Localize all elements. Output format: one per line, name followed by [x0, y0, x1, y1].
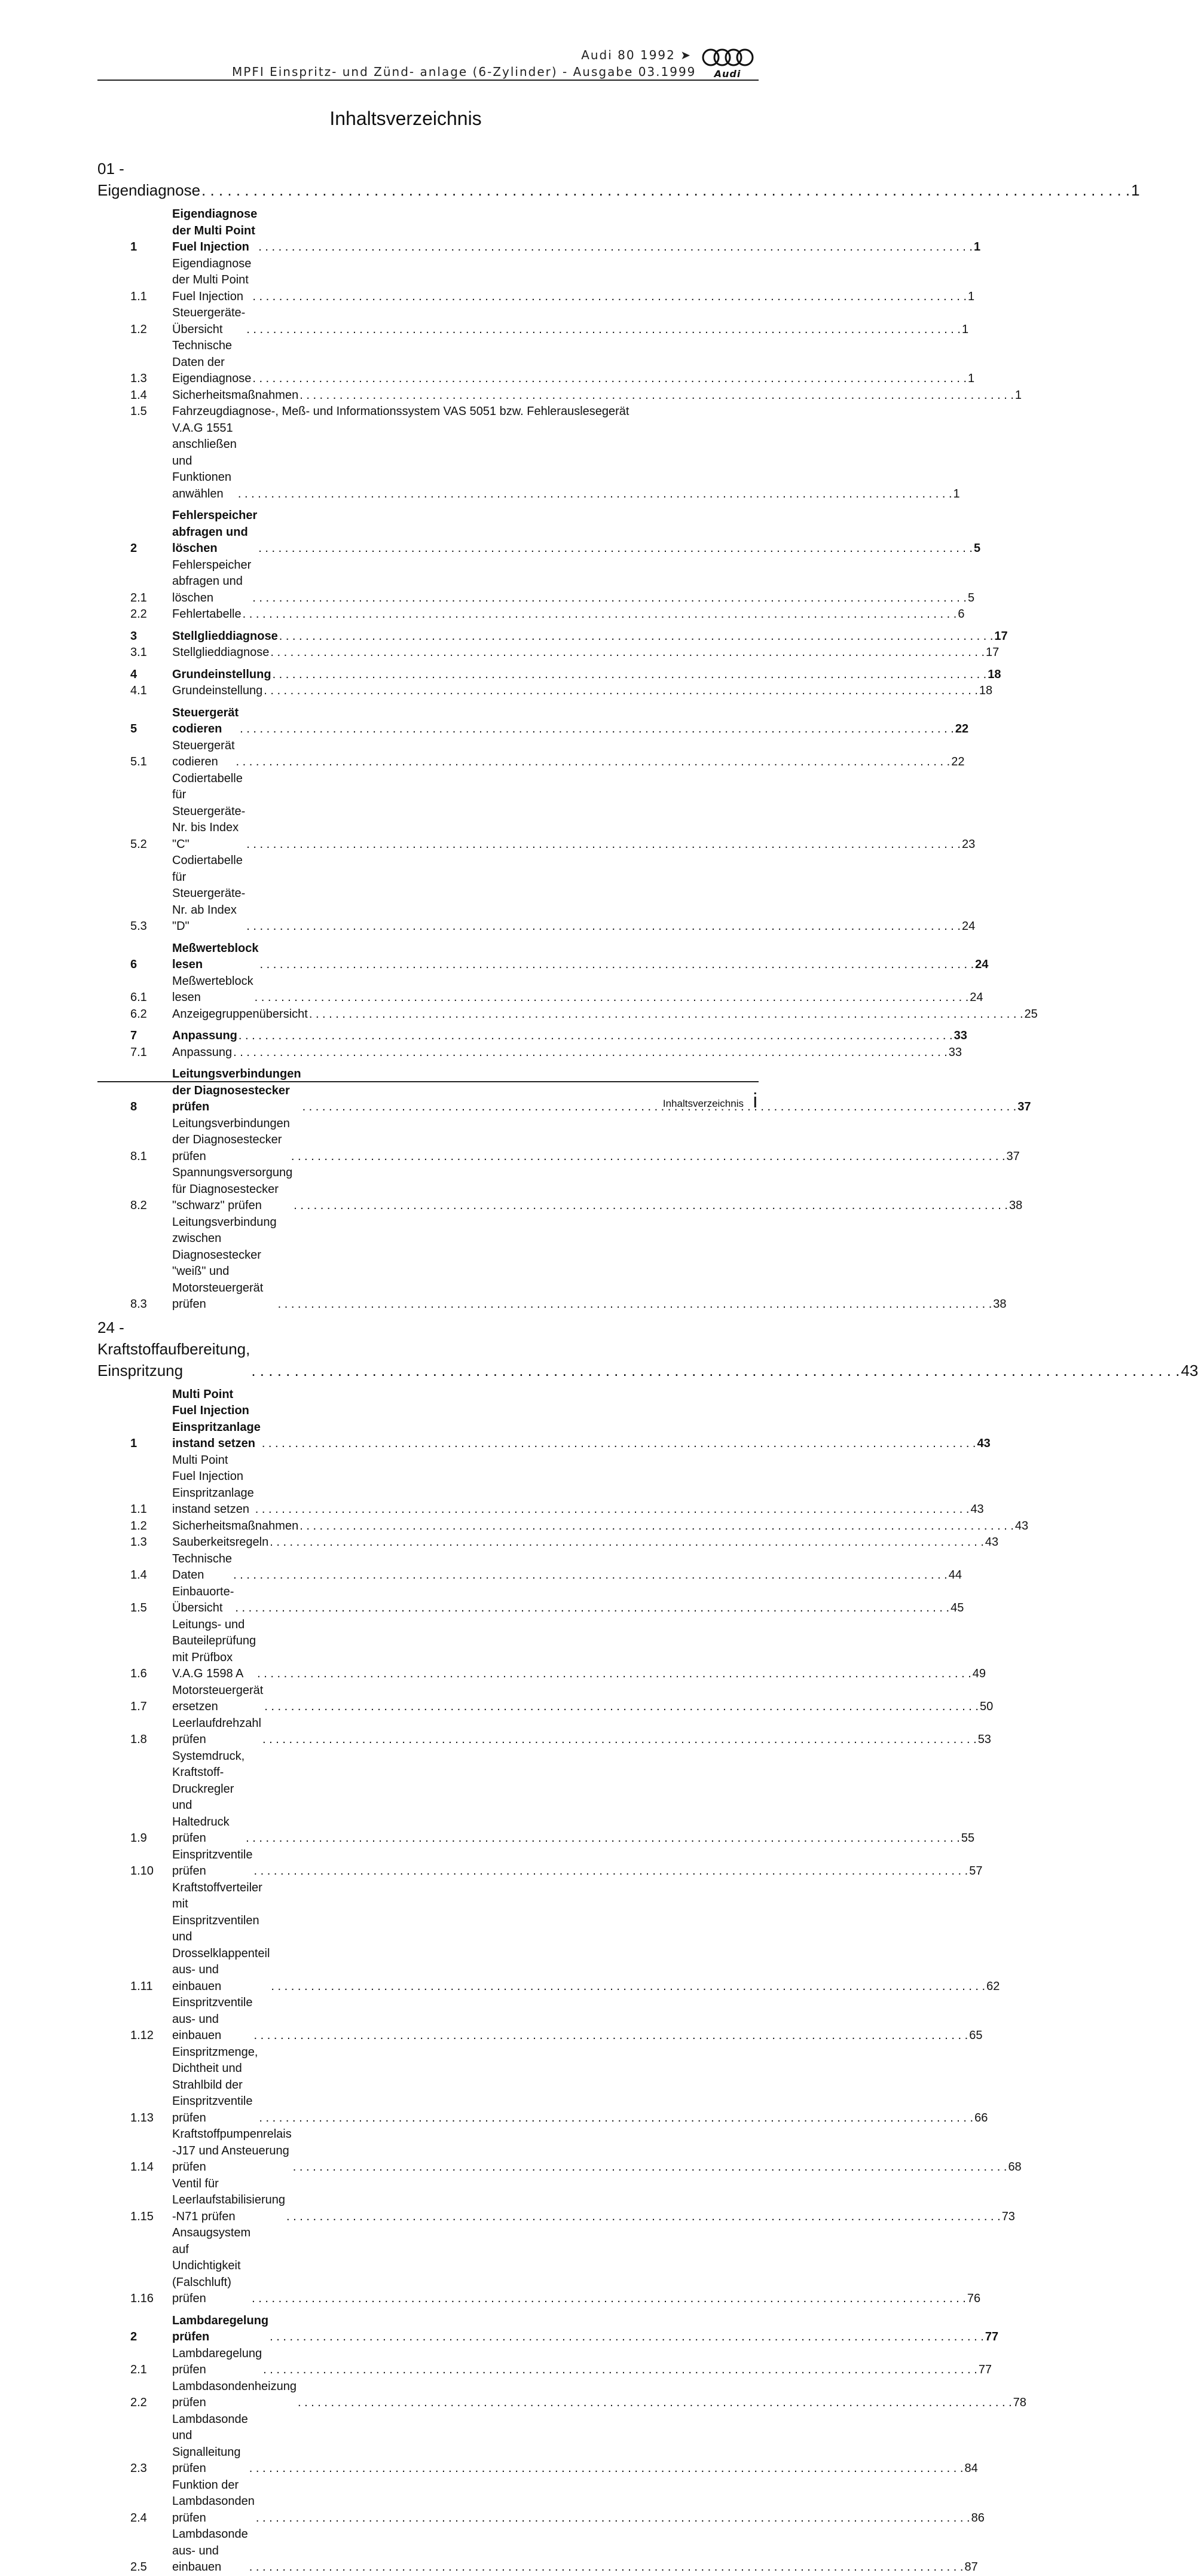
toc-entry-number: 1.1: [130, 289, 147, 303]
toc-leader-dots: [255, 990, 969, 1006]
toc-entry-number: 2.5: [130, 2560, 147, 2574]
toc-subsection: [97, 771, 976, 853]
toc-entry-title: Ventil für Leerlaufstabilisierung -N71 prüfen: [172, 2177, 286, 2223]
toc-entry-title-block: [172, 404, 960, 502]
toc-subsection: [97, 1617, 986, 1683]
toc-entry-page: 87: [964, 2560, 978, 2574]
toc-entry-page: 66: [974, 2111, 988, 2125]
toc-entry-number: 5.1: [130, 755, 147, 768]
toc-entry-page: 43: [977, 1437, 991, 1450]
toc-section: [97, 667, 1001, 683]
toc-entry-number: 1.5: [130, 405, 147, 418]
toc-entry-page: 86: [971, 2511, 985, 2525]
toc-subsection: [97, 305, 969, 338]
toc-entry-page: 1: [973, 240, 981, 254]
toc-entry-number: 5.2: [130, 837, 147, 851]
toc-entry-page: 38: [1008, 1199, 1023, 1212]
toc-leader-dots: [255, 1501, 970, 1518]
toc-leader-dots: [291, 1149, 1006, 1165]
toc-subsection: [97, 1683, 994, 1716]
toc-entry-page: 5: [973, 542, 981, 555]
toc-entry-title: Steuergerät codieren: [172, 738, 235, 768]
toc-entry-title: Leerlaufdrehzahl prüfen: [172, 1716, 261, 1746]
toc-section: [97, 941, 989, 973]
toc-entry-title: Leitungs- und Bauteileprüfung mit Prüfbox V.A.G 1598 A: [172, 1617, 256, 1680]
toc-entry-title: Leitungsverbindung zwischen Diagnosestecker "weiß" und Motorsteuergerät prüfen: [172, 1215, 277, 1311]
toc-leader-dots: [279, 628, 994, 645]
toc-entry-title: Steuergeräte-Übersicht: [172, 306, 246, 336]
toc-entry-page: 18: [979, 684, 993, 697]
toc-leader-dots: [270, 1534, 984, 1551]
toc-entry-page: 77: [978, 2363, 992, 2376]
toc-entry-page: 53: [977, 1733, 991, 1746]
toc-leader-dots: [278, 1296, 992, 1313]
toc-entry-title: Anzeigegruppenübersicht: [172, 1007, 308, 1021]
toc-leader-dots: [293, 2159, 1007, 2176]
toc-leader-dots: [309, 1006, 1023, 1023]
toc-entry-number: 5: [130, 722, 137, 735]
toc-entry-number: 2.1: [130, 591, 147, 605]
toc-subsection: [97, 1584, 964, 1617]
toc-entry-page: 24: [961, 920, 976, 933]
toc-entry-page: 22: [955, 722, 969, 735]
toc-entry-title: Lambdaregelung prüfen: [172, 2346, 262, 2376]
toc-leader-dots: [233, 1045, 948, 1061]
toc-entry-title: Fehlerspeicher abfragen und löschen: [172, 558, 252, 605]
audi-logo-text: Audi: [714, 68, 741, 80]
toc-section: [97, 705, 969, 738]
toc-chapter: [97, 1317, 1198, 1381]
toc-section: [97, 508, 981, 557]
header-car-model: Audi 80 1992 ➤: [581, 48, 692, 62]
toc-entry-title: Funktion der Lambdasonden prüfen: [172, 2478, 255, 2525]
toc-leader-dots: [300, 1518, 1014, 1535]
toc-entry-page: 37: [1006, 1149, 1020, 1163]
toc-subsection: [97, 1045, 962, 1061]
toc-entry-title: Kraftstoffverteiler mit Einspritzventilen und Drosselklappenteil aus- und einbauen: [172, 1881, 270, 1993]
toc-entry-number: 6: [130, 958, 137, 971]
toc-entry-title: Lambdasonde und Signalleitung prüfen: [172, 2412, 248, 2475]
toc-entry-page: 18: [988, 667, 1001, 681]
toc-entry-page: 44: [948, 1568, 962, 1582]
toc-entry-page: 33: [953, 1029, 967, 1042]
toc-entry-page: 1: [953, 487, 960, 500]
toc-leader-dots: [246, 1830, 960, 1847]
toc-entry-title: Einspritzmenge, Dichtheit und Strahlbild der Einspritzventile prüfen: [172, 2045, 258, 2125]
toc-entry-title: Codiertabelle für Steuergeräte-Nr. ab Index "D": [172, 854, 246, 933]
toc-entry-page: 84: [964, 2462, 978, 2475]
toc-entry-title: Grundeinstellung: [172, 684, 263, 697]
toc-entry-title: Meßwerteblock lesen: [172, 974, 253, 1004]
toc-entry-title: Einspritzventile aus- und einbauen: [172, 1996, 253, 2042]
toc-subsection: [97, 1534, 999, 1551]
toc-leader-dots: [300, 387, 1014, 404]
toc-leader-dots: [254, 2028, 968, 2044]
header-divider: [97, 80, 759, 81]
toc-subsection: [97, 2225, 981, 2308]
toc-subsection: [97, 338, 975, 387]
toc-entry-number: 3: [130, 629, 137, 643]
toc-entry-title: Ansaugsystem auf Undichtigkeit (Falschluft) prüfen: [172, 2226, 251, 2305]
toc-entry-title: Lambdaregelung prüfen: [172, 2313, 269, 2343]
toc-entry-page: 57: [969, 1864, 983, 1878]
toc-entry-title: Fehlertabelle: [172, 608, 242, 621]
toc-entry-title: Anpassung: [172, 1029, 237, 1042]
toc-entry-title: Lambdasondenheizung prüfen: [172, 2379, 297, 2409]
toc-subsection: [97, 557, 975, 607]
toc-leader-dots: [270, 2329, 984, 2346]
toc-subsection: [97, 2412, 978, 2477]
toc-entry-number: 1.8: [130, 1733, 147, 1746]
toc-entry-number: 6.1: [130, 991, 147, 1004]
toc-entry-title: Meßwerteblock lesen: [172, 941, 259, 971]
toc-entry-page: 17: [994, 629, 1008, 643]
toc-entry-number: 1.2: [130, 1519, 147, 1533]
header-subtitle: MPFI Einspritz- und Zünd- anlage (6-Zylinder) - Ausgabe 03.1999: [232, 65, 696, 79]
toc-entry-title: Codiertabelle für Steuergeräte-Nr. bis Index "C": [172, 771, 246, 851]
toc-entry-number: 2.4: [130, 2511, 147, 2525]
toc-entry-number: 2: [130, 2330, 137, 2343]
toc-entry-page: 73: [1001, 2209, 1015, 2223]
toc-entry-title: Technische Daten: [172, 1552, 233, 1582]
table-of-contents: [97, 154, 1198, 2576]
toc-entry-page: 49: [972, 1667, 986, 1680]
toc-entry-title: Leitungsverbindungen der Diagnosestecker prüfen: [172, 1067, 301, 1113]
toc-entry-page: 55: [961, 1832, 975, 1845]
toc-entry-number: 2.3: [130, 2462, 147, 2475]
toc-leader-dots: [252, 590, 967, 607]
toc-entry-number: 2.2: [130, 2396, 147, 2409]
toc-leader-dots: [252, 2291, 966, 2308]
toc-leader-dots: [302, 1099, 1017, 1116]
toc-entry-page: 43: [1014, 1519, 1029, 1533]
toc-entry-page: 78: [1013, 2396, 1026, 2409]
toc-subsection: [97, 1116, 1020, 1165]
toc-entry-title: Einbauorte-Übersicht: [172, 1585, 234, 1614]
toc-entry-page: 38: [993, 1298, 1007, 1311]
toc-entry-page: 37: [1017, 1100, 1031, 1113]
toc-entry-page: 1: [961, 322, 969, 336]
toc-leader-dots: [246, 918, 961, 935]
toc-entry-page: 45: [951, 1601, 964, 1614]
toc-entry-number: 1.1: [130, 1503, 147, 1516]
toc-entry-page: 50: [979, 1700, 994, 1713]
toc-entry-title: Fehlerspeicher abfragen und löschen: [172, 509, 258, 555]
footer-label: Inhaltsverzeichnis: [662, 1098, 744, 1109]
toc-leader-dots: [262, 1732, 977, 1748]
toc-entry-title-continued: V.A.G 1551 anschließen und Funktionen anwählen: [172, 421, 237, 500]
toc-entry-number: 1: [130, 240, 137, 254]
toc-entry-number: 1.4: [130, 388, 147, 402]
toc-entry-title: Multi Point Fuel Injection Einspritzanlage instand setzen: [172, 1453, 254, 1516]
toc-entry-number: 8.2: [130, 1199, 147, 1212]
toc-entry-page: 77: [985, 2330, 999, 2343]
toc-entry-number: 1.11: [130, 1979, 153, 1993]
toc-entry-page: 43: [985, 1536, 999, 1549]
toc-entry-title: Einspritzventile prüfen: [172, 1848, 253, 1878]
toc-entry-number: 1.9: [130, 1832, 147, 1845]
toc-entry-title: Sicherheitsmaßnahmen: [172, 388, 299, 402]
toc-leader-dots: [252, 371, 967, 387]
toc-subsection: [97, 973, 983, 1006]
toc-leader-dots: [240, 721, 954, 738]
toc-entry-title: 01 - Eigendiagnose: [97, 160, 201, 199]
toc-entry-number: 1.2: [130, 322, 147, 336]
toc-leader-dots: [243, 606, 957, 623]
toc-section: [97, 206, 981, 256]
toc-leader-dots: [271, 1979, 985, 1995]
toc-entry-title: Leitungsverbindungen der Diagnosestecker prüfen: [172, 1116, 290, 1163]
toc-leader-dots: [258, 239, 973, 256]
toc-entry-title: Anpassung: [172, 1045, 233, 1059]
toc-entry-page: 65: [969, 2029, 983, 2042]
toc-leader-dots: [259, 2110, 973, 2127]
toc-leader-dots: [294, 1198, 1008, 1214]
toc-leader-dots: [298, 2395, 1012, 2412]
toc-entry-number: 7: [130, 1029, 137, 1042]
toc-entry-page: 1: [1014, 388, 1022, 402]
toc-entry-number: 8: [130, 1100, 137, 1113]
toc-leader-dots: [201, 179, 1130, 201]
toc-entry-number: 5.3: [130, 920, 147, 933]
toc-entry-title: Eigendiagnose der Multi Point Fuel Injection: [172, 257, 252, 303]
toc-entry-page: 62: [986, 1979, 1000, 1993]
toc-subsection: [97, 2126, 1022, 2176]
audi-logo: [698, 47, 757, 80]
toc-entry-page: 24: [970, 991, 983, 1004]
toc-subsection: [97, 738, 965, 771]
toc-entry-title: Steuergerät codieren: [172, 706, 239, 735]
toc-entry-page: 6: [958, 608, 965, 621]
toc-section: [97, 1066, 1031, 1116]
toc-entry-number: 8.3: [130, 1298, 147, 1311]
toc-entry-page: 23: [961, 837, 976, 851]
toc-leader-dots: [273, 667, 987, 683]
toc-entry-title: Lambdasonde aus- und einbauen: [172, 2528, 248, 2574]
toc-leader-dots: [233, 1567, 948, 1584]
toc-entry-number: 4.1: [130, 684, 147, 697]
toc-subsection: [97, 1518, 1029, 1535]
toc-subsection: [97, 2176, 1015, 2226]
toc-entry-number: 1.6: [130, 1667, 147, 1680]
toc-section: [97, 1028, 967, 1045]
toc-chapter: [97, 158, 1140, 201]
toc-subsection: [97, 1006, 1038, 1023]
toc-leader-dots: [251, 1360, 1179, 1381]
toc-leader-dots: [238, 486, 952, 503]
toc-entry-number: 1.10: [130, 1864, 154, 1878]
toc-subsection: [97, 2346, 992, 2379]
toc-entry-number: 1.7: [130, 1700, 147, 1713]
toc-entry-page: 33: [948, 1045, 962, 1059]
toc-entry-number: 2.2: [130, 608, 147, 621]
toc-entry-page: 22: [951, 755, 965, 768]
toc-entry-page: 76: [967, 2292, 981, 2305]
page-title: Inhaltsverzeichnis: [329, 108, 482, 129]
toc-subsection: [97, 853, 976, 935]
toc-entry-number: 1.12: [130, 2029, 154, 2042]
toc-subsection: [97, 606, 965, 623]
toc-entry-title: Kraftstoffpumpenrelais -J17 und Ansteuerung prüfen: [172, 2128, 292, 2174]
toc-subsection: [97, 1748, 975, 1847]
toc-leader-dots: [264, 683, 978, 700]
toc-subsection: [97, 387, 1022, 404]
toc-section: [97, 1387, 991, 1452]
toc-leader-dots: [235, 1600, 949, 1617]
toc-subsection: [97, 256, 975, 306]
toc-leader-dots: [236, 754, 951, 771]
toc-entry-page: 25: [1024, 1007, 1038, 1021]
toc-entry-title: Spannungsversorgung für Diagnosestecker "schwarz" prüfen: [172, 1166, 293, 1212]
toc-leader-dots: [259, 957, 974, 973]
toc-leader-dots: [249, 2461, 964, 2477]
toc-entry-number: 1.13: [130, 2111, 154, 2125]
toc-subsection: [97, 1716, 991, 1748]
toc-entry-number: 2: [130, 542, 137, 555]
toc-subsection: [97, 2477, 985, 2527]
toc-subsection: [97, 1214, 1007, 1313]
toc-entry-title-line2: [172, 420, 960, 503]
toc-subsection: [97, 2526, 978, 2576]
toc-entry-page: 1: [968, 289, 975, 303]
toc-entry-title: Grundeinstellung: [172, 667, 271, 681]
toc-entry-title: Multi Point Fuel Injection Einspritzanlage instand setzen: [172, 1387, 261, 1450]
toc-entry-title: Motorsteuergerät ersetzen: [172, 1683, 264, 1713]
toc-entry-number: 2.1: [130, 2363, 147, 2376]
toc-leader-dots: [286, 2209, 1001, 2226]
toc-entry-title: Fahrzeugdiagnose-, Meß- und Informationssystem VAS 5051 bzw. Fehlerauslesegerät: [172, 405, 629, 418]
toc-entry-page: 1: [968, 372, 975, 385]
toc-entry-number: 1.14: [130, 2160, 154, 2174]
toc-entry-page: 68: [1008, 2160, 1022, 2174]
toc-subsection: [97, 1995, 983, 2044]
toc-leader-dots: [254, 1863, 968, 1880]
toc-subsection: [97, 1452, 984, 1518]
toc-entry-number: 1.15: [130, 2209, 154, 2223]
toc-leader-dots: [239, 1028, 953, 1045]
toc-entry-number: 6.2: [130, 1007, 147, 1021]
toc-subsection: [97, 645, 1000, 661]
toc-entry-number: 4: [130, 667, 137, 681]
toc-entry-number: 1: [130, 1437, 137, 1450]
toc-entry-number: 3.1: [130, 646, 147, 659]
toc-entry-title: 24 - Kraftstoffaufbereitung, Einspritzung: [97, 1318, 250, 1379]
toc-subsection: [97, 404, 960, 502]
footer-page-marker: i: [753, 1089, 757, 1112]
toc-subsection: [97, 1880, 1000, 1995]
toc-entry-page: 43: [1181, 1361, 1198, 1379]
toc-entry-title: Sauberkeitsregeln: [172, 1536, 269, 1549]
toc-leader-dots: [246, 322, 961, 338]
toc-entry-title: Sicherheitsmaßnahmen: [172, 1519, 299, 1533]
footer-divider: [97, 1081, 759, 1082]
toc-leader-dots: [258, 541, 973, 557]
toc-section: [97, 628, 1008, 645]
toc-entry-page: 1: [1131, 181, 1140, 199]
toc-leader-dots: [262, 1436, 976, 1452]
toc-leader-dots: [246, 837, 961, 853]
toc-entry-page: 24: [975, 958, 989, 971]
toc-entry-number: 1.3: [130, 372, 147, 385]
toc-subsection: [97, 1165, 1023, 1214]
toc-subsection: [97, 1551, 962, 1584]
toc-entry-title: Stellglieddiagnose: [172, 629, 278, 643]
toc-leader-dots: [249, 2559, 964, 2576]
toc-entry-title: Stellglieddiagnose: [172, 646, 270, 659]
toc-entry-number: 8.1: [130, 1149, 147, 1163]
toc-entry-page: 5: [967, 591, 975, 605]
toc-entry-page: 43: [970, 1503, 984, 1516]
toc-subsection: [97, 683, 993, 700]
toc-subsection: [97, 2379, 1026, 2412]
toc-leader-dots: [270, 645, 985, 661]
toc-entry-number: 1.16: [130, 2292, 154, 2305]
toc-entry-title: Systemdruck, Kraftstoff-Druckregler und Haltedruck prüfen: [172, 1749, 245, 1845]
toc-entry-page: 17: [986, 646, 1000, 659]
toc-entry-title: Technische Daten der Eigendiagnose: [172, 339, 252, 385]
audi-rings-icon: [698, 47, 757, 68]
toc-subsection: [97, 2044, 988, 2127]
toc-entry-title: Eigendiagnose der Multi Point Fuel Injection: [172, 207, 258, 254]
toc-entry-number: 1.3: [130, 1536, 147, 1549]
toc-subsection: [97, 1847, 983, 1880]
toc-leader-dots: [252, 289, 967, 306]
toc-leader-dots: [256, 2510, 970, 2527]
toc-leader-dots: [263, 2362, 977, 2379]
toc-section: [97, 2313, 999, 2346]
toc-leader-dots: [257, 1666, 971, 1683]
toc-leader-dots: [264, 1699, 979, 1716]
toc-entry-number: 7.1: [130, 1045, 147, 1059]
toc-entry-number: 1.4: [130, 1568, 147, 1582]
toc-entry-number: 1.5: [130, 1601, 147, 1614]
